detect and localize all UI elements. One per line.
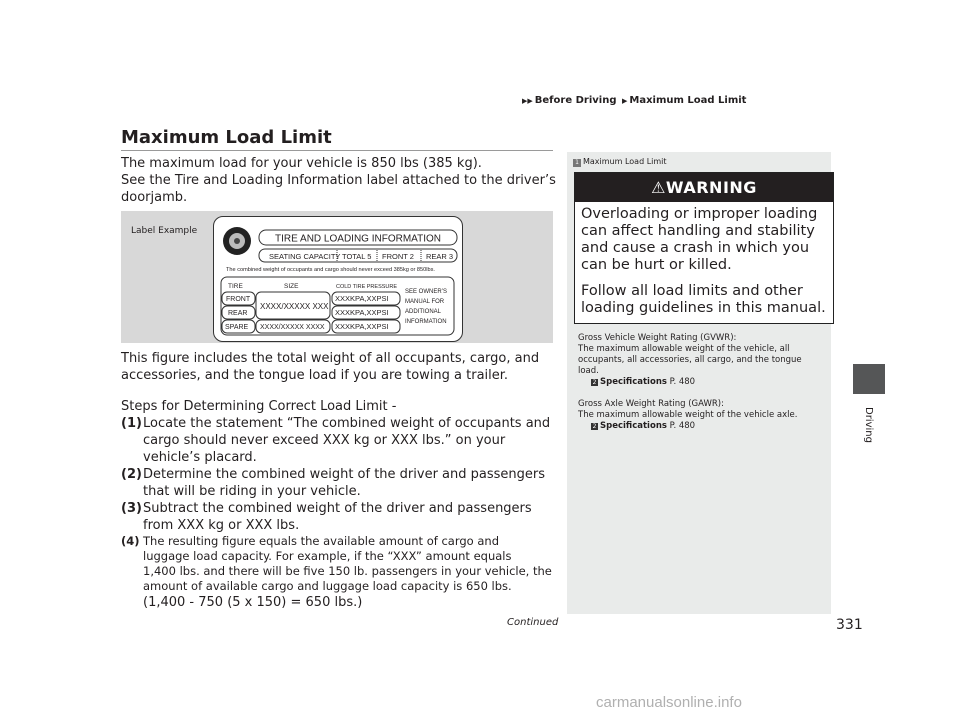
breadcrumb-item[interactable]: Before Driving	[534, 95, 617, 106]
intro-paragraph: The maximum load for your vehicle is 850 lbs (385 kg). See the Tire and Loading Information label attached to the driver’s doorjamb.	[121, 156, 556, 205]
label-see-owners: INFORMATION	[405, 319, 447, 325]
label-rear: REAR 3	[426, 252, 454, 261]
label-see-owners: ADDITIONAL	[405, 309, 442, 315]
warning-header: ⚠WARNING	[575, 173, 833, 202]
label-col-tire: TIRE	[228, 283, 243, 290]
breadcrumb	[520, 95, 746, 106]
continued-label: Continued	[507, 617, 559, 628]
label-see-owners: MANUAL FOR	[405, 299, 445, 305]
gawr-title: Gross Axle Weight Rating (GAWR):	[578, 399, 724, 409]
warning-text: Overloading or improper loading can affect handling and stability and cause a crash in which you can be hurt or killed. Follow all load limits and other loading guidelines in this manual.	[581, 206, 826, 316]
label-row-tire: FRONT	[226, 296, 251, 303]
steps-list	[121, 398, 561, 611]
title-rule	[121, 150, 553, 151]
reference-icon: 2	[592, 423, 597, 430]
page-title: Maximum Load Limit	[121, 127, 332, 148]
label-seating: SEATING CAPACITY	[269, 252, 341, 261]
arrow-icon: ▶▶	[522, 97, 533, 105]
watermark: carmanualsonline.info	[596, 694, 742, 711]
label-statement: The combined weight of occupants and cargo should never exceed 385kg or 850lbs.	[226, 267, 435, 273]
label-col-size: SIZE	[284, 283, 299, 290]
tire-label-illustration	[213, 216, 463, 342]
gawr-reference[interactable]: 2 Specifications P. 480	[592, 421, 696, 431]
page-number: 331	[836, 617, 863, 633]
label-row-pressure: XXXKPA,XXPSI	[335, 294, 389, 303]
label-total: TOTAL 5	[342, 252, 372, 261]
warning-icon: ⚠	[651, 178, 666, 197]
label-see-owners: SEE OWNER’S	[405, 289, 448, 295]
figure-caption: Label Example	[131, 226, 198, 236]
label-row-tire: REAR	[228, 310, 248, 317]
label-row-tire: SPARE	[225, 324, 249, 331]
label-col-pressure: COLD TIRE PRESSURE	[336, 284, 398, 290]
side-tab[interactable]	[853, 364, 885, 394]
note-header: 1 Maximum Load Limit	[573, 157, 667, 167]
label-title: TIRE AND LOADING INFORMATION	[275, 233, 441, 245]
gvwr-reference[interactable]: 2 Specifications P. 480	[592, 377, 696, 387]
steps-title: Steps for Determining Correct Load Limit -	[121, 399, 397, 414]
step-item: (4) The resulting figure equals the available amount of cargo and luggage load capacity. For example, if the “XXX” amount equals 1,400 lbs. and there will be five 150 lb. passengers in your vehicle, the amount of available cargo and luggage load capacity is 650 lbs.	[121, 534, 552, 593]
label-row-pressure: XXXKPA,XXPSI	[335, 322, 389, 331]
label-row-size: XXXX/XXXXX XXXX	[260, 324, 325, 331]
step-item: (1) Locate the statement “The combined weight of occupants and cargo should never exceed XXX kg or XXX lbs.” on your vehicle’s placard.	[121, 416, 551, 465]
label-row-pressure: XXXKPA,XXPSI	[335, 308, 389, 317]
breadcrumb-item[interactable]: Maximum Load Limit	[629, 95, 747, 106]
formula: (1,400 - 750 (5 x 150) = 650 lbs.)	[143, 595, 363, 610]
step-item: (2) Determine the combined weight of the driver and passengers that will be riding in your vehicle.	[121, 467, 546, 499]
tire-label-svg	[214, 217, 462, 341]
reference-icon: 2	[592, 379, 597, 386]
label-front: FRONT 2	[382, 252, 414, 261]
side-tab-label: Driving	[863, 407, 874, 443]
note-number-icon: 1	[573, 159, 581, 167]
label-row-size: XXXX/XXXXX XXX	[260, 302, 329, 311]
gvwr-title: Gross Vehicle Weight Rating (GVWR):	[578, 333, 737, 343]
step-item: (3) Subtract the combined weight of the driver and passengers from XXX kg or XXX lbs.	[121, 501, 532, 533]
tire-icon	[223, 227, 251, 255]
note-text: Gross Vehicle Weight Rating (GVWR): The maximum allowable weight of the vehicle, all occupants, all accessories, all cargo, and the tongue load. 2 Specifications P. 480 Gross Axle Weight Rating (GAWR): The maximum allowable weight of the vehicle axle. 2 Specifications P. 480	[578, 333, 828, 432]
arrow-icon: ▶	[621, 97, 628, 105]
figure-explanation: This figure includes the total weight of all occupants, cargo, and accessories, and the tongue load if you are towing a trailer.	[121, 351, 540, 383]
